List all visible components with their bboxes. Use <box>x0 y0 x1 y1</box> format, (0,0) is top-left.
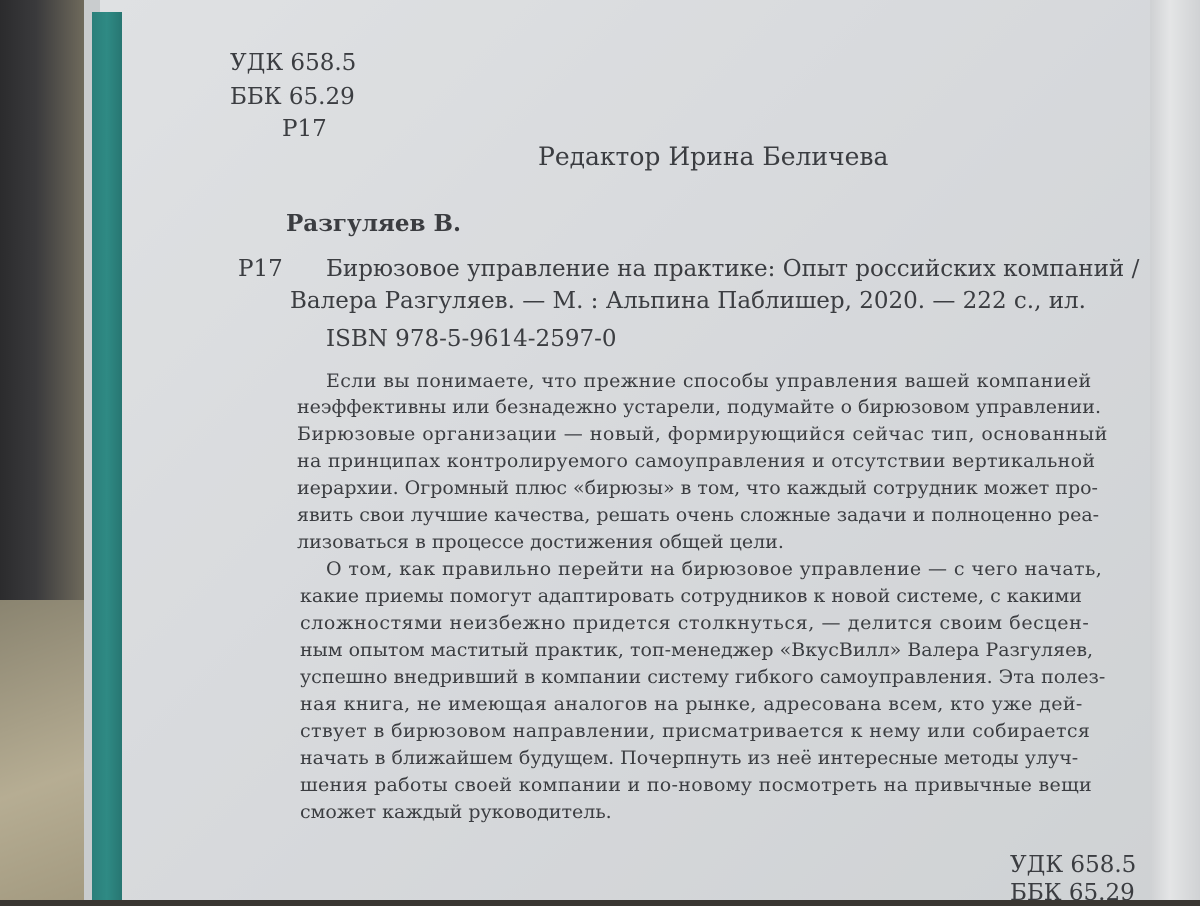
author-sign-code: Р17 <box>282 116 327 142</box>
annotation-line: успешно внедривший в компании систему гибкого самоуправления. Эта полез- <box>300 666 1106 688</box>
bbk-code-bottom: ББК 65.29 <box>1010 880 1135 906</box>
annotation-line: шения работы своей компании и по-новому посмотреть на привычные вещи <box>300 774 1093 796</box>
annotation-line: иерархии. Огромный плюс «бирюзы» в том, что каждый сотрудник может про- <box>297 477 1098 499</box>
annotation-line: сложностями неизбежно придется столкнуться, — делится своим бесцен- <box>300 612 1090 634</box>
annotation-line: на принципах контролируемого самоуправления и отсутствии вертикальной <box>297 450 1096 472</box>
bbk-code: ББК 65.29 <box>230 84 355 110</box>
author-heading: Разгуляев В. <box>286 210 461 237</box>
biblio-code: Р17 <box>238 256 283 282</box>
annotation-line: начать в ближайшем будущем. Почерпнуть из неё интересные методы улуч- <box>300 747 1079 769</box>
annotation-line: ная книга, не имеющая аналогов на рынке, адресована всем, кто уже дей- <box>300 693 1083 715</box>
udk-code-bottom: УДК 658.5 <box>1010 852 1137 878</box>
biblio-publisher-line: Валера Разгуляев. — М. : Альпина Паблишер, 2020. — 222 с., ил. <box>290 288 1086 314</box>
biblio-title-line: Бирюзовое управление на практике: Опыт российских компаний / <box>326 256 1140 282</box>
annotation-line: Бирюзовые организации — новый, формирующийся сейчас тип, основанный <box>297 423 1108 445</box>
annotation-line: лизоваться в процессе достижения общей цели. <box>297 531 784 553</box>
annotation-line: сможет каждый руководитель. <box>300 801 612 823</box>
udk-code: УДК 658.5 <box>230 50 357 76</box>
annotation-line: неэффективны или безнадежно устарели, подумайте о бирюзовом управлении. <box>297 396 1101 418</box>
isbn: ISBN 978-5-9614-2597-0 <box>326 326 617 352</box>
annotation-line: ным опытом маститый практик, топ-менеджер «ВкусВилл» Валера Разгуляев, <box>300 639 1094 661</box>
annotation-line: какие приемы помогут адаптировать сотрудников к новой системе, с какими <box>300 585 1082 607</box>
annotation-line: Если вы понимаете, что прежние способы управления вашей компанией <box>326 370 1092 392</box>
annotation-line: ствует в бирюзовом направлении, присматривается к нему или собирается <box>300 720 1091 742</box>
editor-line: Редактор Ирина Беличева <box>538 142 889 171</box>
annotation-line: явить свои лучшие качества, решать очень сложные задачи и полноценно реа- <box>297 504 1100 526</box>
annotation-line: О том, как правильно перейти на бирюзовое управление — с чего начать, <box>326 558 1103 580</box>
